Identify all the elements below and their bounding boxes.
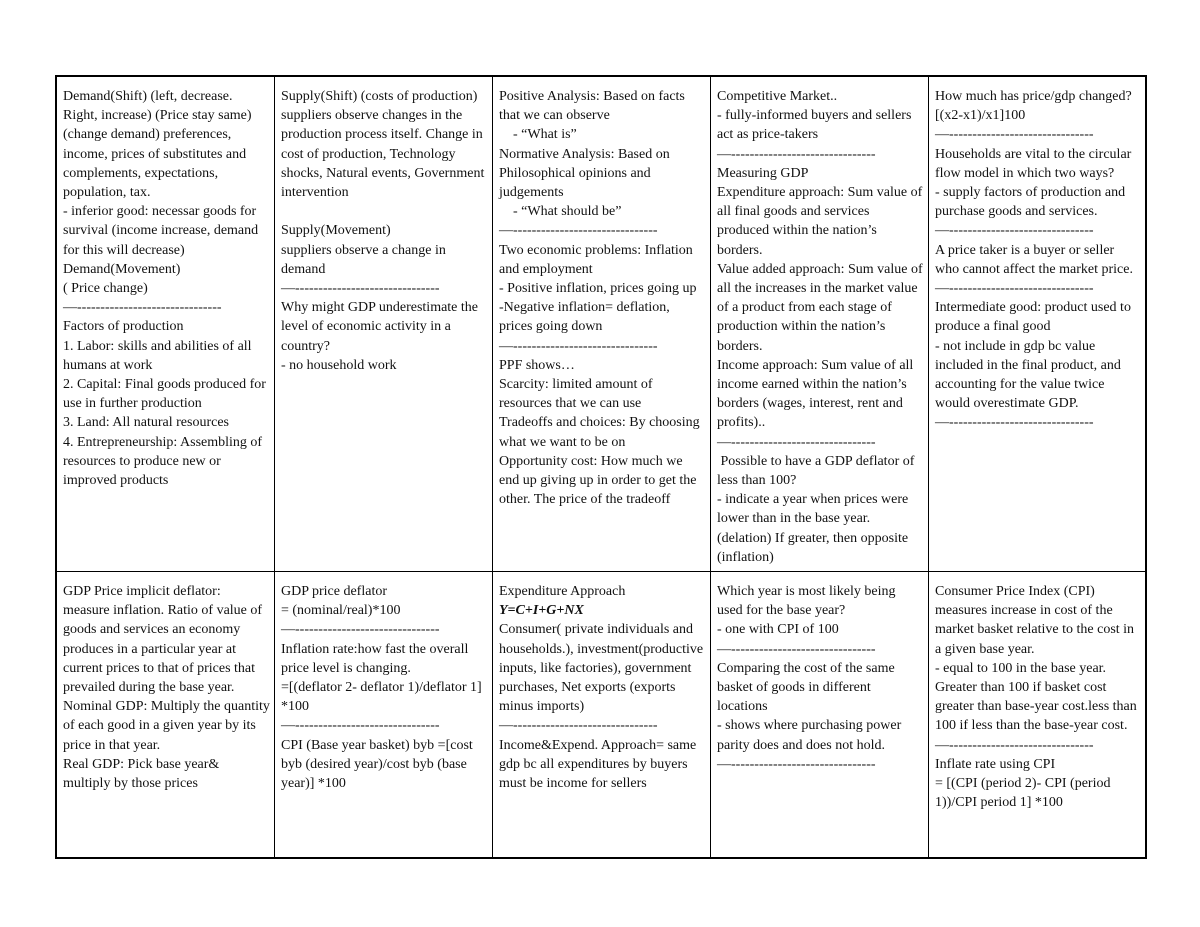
cell-text-line: Comparing the cost of the same basket of goods in different locations bbox=[717, 660, 899, 715]
cell-text-line: Measuring GDP bbox=[717, 165, 809, 181]
cell-text-line: Demand(Shift) (left, decrease. Right, increase) (Price stay same) (change demand) preferences, income, prices of substitutes and complements, expectations, population, tax. bbox=[63, 89, 256, 201]
cell-text-line: Supply(Shift) (costs of production) bbox=[281, 89, 478, 104]
cell-text-line: —------------------------------- bbox=[935, 223, 1094, 239]
cell-text-line: Value added approach: Sum value of all the increases in the market value of a product from each stage of production within the nation’s borders. bbox=[717, 261, 927, 354]
cell-text-line: Demand(Movement) bbox=[63, 261, 181, 277]
cell-text-line: —------------------------------- bbox=[281, 622, 440, 638]
cell-text-line: —------------------------------- bbox=[935, 127, 1094, 143]
cell-text-line: —------------------------------- bbox=[717, 434, 876, 450]
cell-text-line: =[(deflator 2- deflator 1)/deflator 1] *100 bbox=[281, 680, 486, 715]
cell-text-line: —------------------------------- bbox=[499, 718, 658, 734]
cell-text-line: Expenditure Approach bbox=[499, 584, 626, 599]
cell-text-line: Scarcity: limited amount of resources that we can use bbox=[499, 377, 657, 412]
cell-text-line: Income&Expend. Approach= same gdp bc all expenditures by buyers must be income for sellers bbox=[499, 737, 700, 792]
cell-text-line: - Positive inflation, prices going up bbox=[499, 281, 697, 297]
cell-text-line: Income approach: Sum value of all income earned within the nation’s borders (wages, interest, rent and profits).. bbox=[717, 357, 917, 431]
cell-text-line: Which year is most likely being used for the base year? bbox=[717, 584, 899, 619]
notes-table bbox=[55, 75, 1147, 859]
cell-text-line: Consumer( private individuals and households.), investment(productive inputs, like factories), government purchases, Net exports (exports minus imports) bbox=[499, 622, 707, 715]
cell-supply-gdp bbox=[275, 77, 493, 572]
cell-demand-supply-factors bbox=[57, 77, 275, 572]
cell-text-line: - supply factors of production and purchase goods and services. bbox=[935, 185, 1129, 220]
cell-text-line: 4. Entrepreneurship: Assembling of resources to produce new or improved products bbox=[63, 434, 266, 489]
cell-text-line bbox=[281, 202, 488, 221]
cell-positive-normative-analysis bbox=[493, 77, 711, 572]
cell-text-line: Positive Analysis: Based on facts that we can observe bbox=[499, 89, 689, 124]
cell-text-line: —------------------------------- bbox=[281, 281, 440, 297]
cell-text-line: 2. Capital: Final goods produced for use in further production bbox=[63, 377, 270, 412]
cell-text-line: Inflate rate using CPI bbox=[935, 756, 1056, 772]
cell-text-line: - inferior good: necessar goods for survival (income increase, demand for this will decrease) bbox=[63, 204, 262, 258]
cell-text-line: suppliers observe a change in demand bbox=[281, 242, 450, 277]
cell-text-line: ( Price change) bbox=[63, 281, 148, 297]
cell-text-line: —------------------------------- bbox=[63, 300, 222, 316]
cell-text-line: Households are vital to the circular flow model in which two ways? bbox=[935, 146, 1135, 181]
cell-price-change-households bbox=[929, 77, 1145, 572]
cell-text-line: CPI (Base year basket) byb =[cost byb (desired year)/cost byb (base year)] *100 bbox=[281, 737, 477, 792]
cell-text-line: Why might GDP underestimate the level of economic activity in a country? bbox=[281, 300, 482, 354]
cell-gdp-price-deflator bbox=[275, 572, 493, 857]
cell-text-line: GDP Price implicit deflator: measure inflation. Ratio of value of goods and services an economy produces in a particular year at current prices to that of prices that prevailed during the base year. bbox=[63, 584, 266, 696]
cell-text-line: - no household work bbox=[281, 357, 397, 373]
cell-text-line: Competitive Market.. bbox=[717, 89, 838, 104]
cell-text-line: = [(CPI (period 2)- CPI (period 1))/CPI period 1] *100 bbox=[935, 776, 1114, 811]
cell-text-line: Opportunity cost: How much we end up giving up in order to get the other. The price of the tradeoff bbox=[499, 453, 701, 508]
cell-text-line: —------------------------------- bbox=[499, 223, 658, 239]
cell-text-line: - “What should be” bbox=[499, 204, 622, 220]
cell-text-line: How much has price/gdp changed? bbox=[935, 89, 1132, 104]
cell-text-line: - fully-informed buyers and sellers act as price-takers bbox=[717, 108, 915, 143]
cell-text-line: Inflation rate:how fast the overall price level is changing. bbox=[281, 641, 472, 676]
cell-text-line: GDP price deflator bbox=[281, 584, 387, 599]
cell-text-line: Two economic problems: Inflation and employment bbox=[499, 242, 697, 277]
cell-text-line: PPF shows… bbox=[499, 357, 575, 373]
cell-text-line: —------------------------------- bbox=[935, 415, 1094, 431]
cell-text-line: Consumer Price Index (CPI) measures increase in cost of the market basket relative to the cost in a given base year. bbox=[935, 584, 1138, 657]
cell-text-line: Expenditure approach: Sum value of all final goods and services produced within the nation’s borders. bbox=[717, 185, 926, 258]
cell-text-line: - shows where purchasing power parity does and does not hold. bbox=[717, 718, 905, 753]
cell-text-line: —------------------------------- bbox=[281, 718, 440, 734]
cell-text-line: Normative Analysis: Based on Philosophical opinions and judgements bbox=[499, 146, 674, 201]
cell-text-line: - one with CPI of 100 bbox=[717, 622, 839, 638]
cell-text-line: Real GDP: Pick base year& multiply by those prices bbox=[63, 756, 223, 792]
cell-text-line: - equal to 100 in the base year. Greater than 100 if basket cost greater than base-year cost.less than 100 if less than the base-year cost. bbox=[935, 660, 1141, 734]
cell-text-line: = (nominal/real)*100 bbox=[281, 603, 401, 619]
cell-text-line: Nominal GDP: Multiply the quantity of each good in a given year by its price in that year. bbox=[63, 699, 274, 753]
cell-text-line: Tradeoffs and choices: By choosing what we want to be on bbox=[499, 415, 704, 450]
cell-text-line: 1. Labor: skills and abilities of all humans at work bbox=[63, 338, 256, 373]
cell-text-line: Supply(Movement) bbox=[281, 223, 391, 239]
cell-cpi bbox=[929, 572, 1145, 857]
cell-text-line: [(x2-x1)/x1]100 bbox=[935, 108, 1026, 124]
cell-text-line: A price taker is a buyer or seller who cannot affect the market price. bbox=[935, 242, 1133, 277]
cell-base-year bbox=[711, 572, 929, 857]
cell-implicit-deflator bbox=[57, 572, 275, 857]
cell-text-line: suppliers observe changes in the production process itself. Change in cost of production, Technology shocks, Natural events, Government intervention bbox=[281, 108, 488, 201]
cell-text-line: Factors of production bbox=[63, 319, 184, 335]
cell-text-line: —------------------------------- bbox=[499, 338, 658, 354]
cell-text-line: Intermediate good: product used to produce a final good bbox=[935, 300, 1135, 335]
cell-competitive-market-gdp bbox=[711, 77, 929, 572]
cell-text-line: —------------------------------- bbox=[717, 641, 876, 657]
cell-text-line: - indicate a year when prices were lower than in the base year. (delation) If greater, then opposite (inflation) bbox=[717, 492, 912, 565]
cell-text-line: Y=C+I+G+NX bbox=[499, 603, 584, 619]
cell-text-line: —------------------------------- bbox=[935, 281, 1094, 297]
cell-text-line: 3. Land: All natural resources bbox=[63, 415, 230, 431]
cell-text-line: -Negative inflation= deflation, prices going down bbox=[499, 300, 674, 335]
cell-text-line: Possible to have a GDP deflator of less than 100? bbox=[717, 453, 918, 489]
cell-text-line: - not include in gdp bc value included in the final product, and accounting for the value twice would overestimate GDP. bbox=[935, 338, 1125, 412]
cell-text-line: —------------------------------- bbox=[717, 756, 876, 772]
cell-text-line: —------------------------------- bbox=[717, 146, 876, 162]
cell-text-line: - “What is” bbox=[499, 127, 577, 143]
cell-text-line: —------------------------------- bbox=[935, 737, 1094, 753]
cell-expenditure-approach bbox=[493, 572, 711, 857]
